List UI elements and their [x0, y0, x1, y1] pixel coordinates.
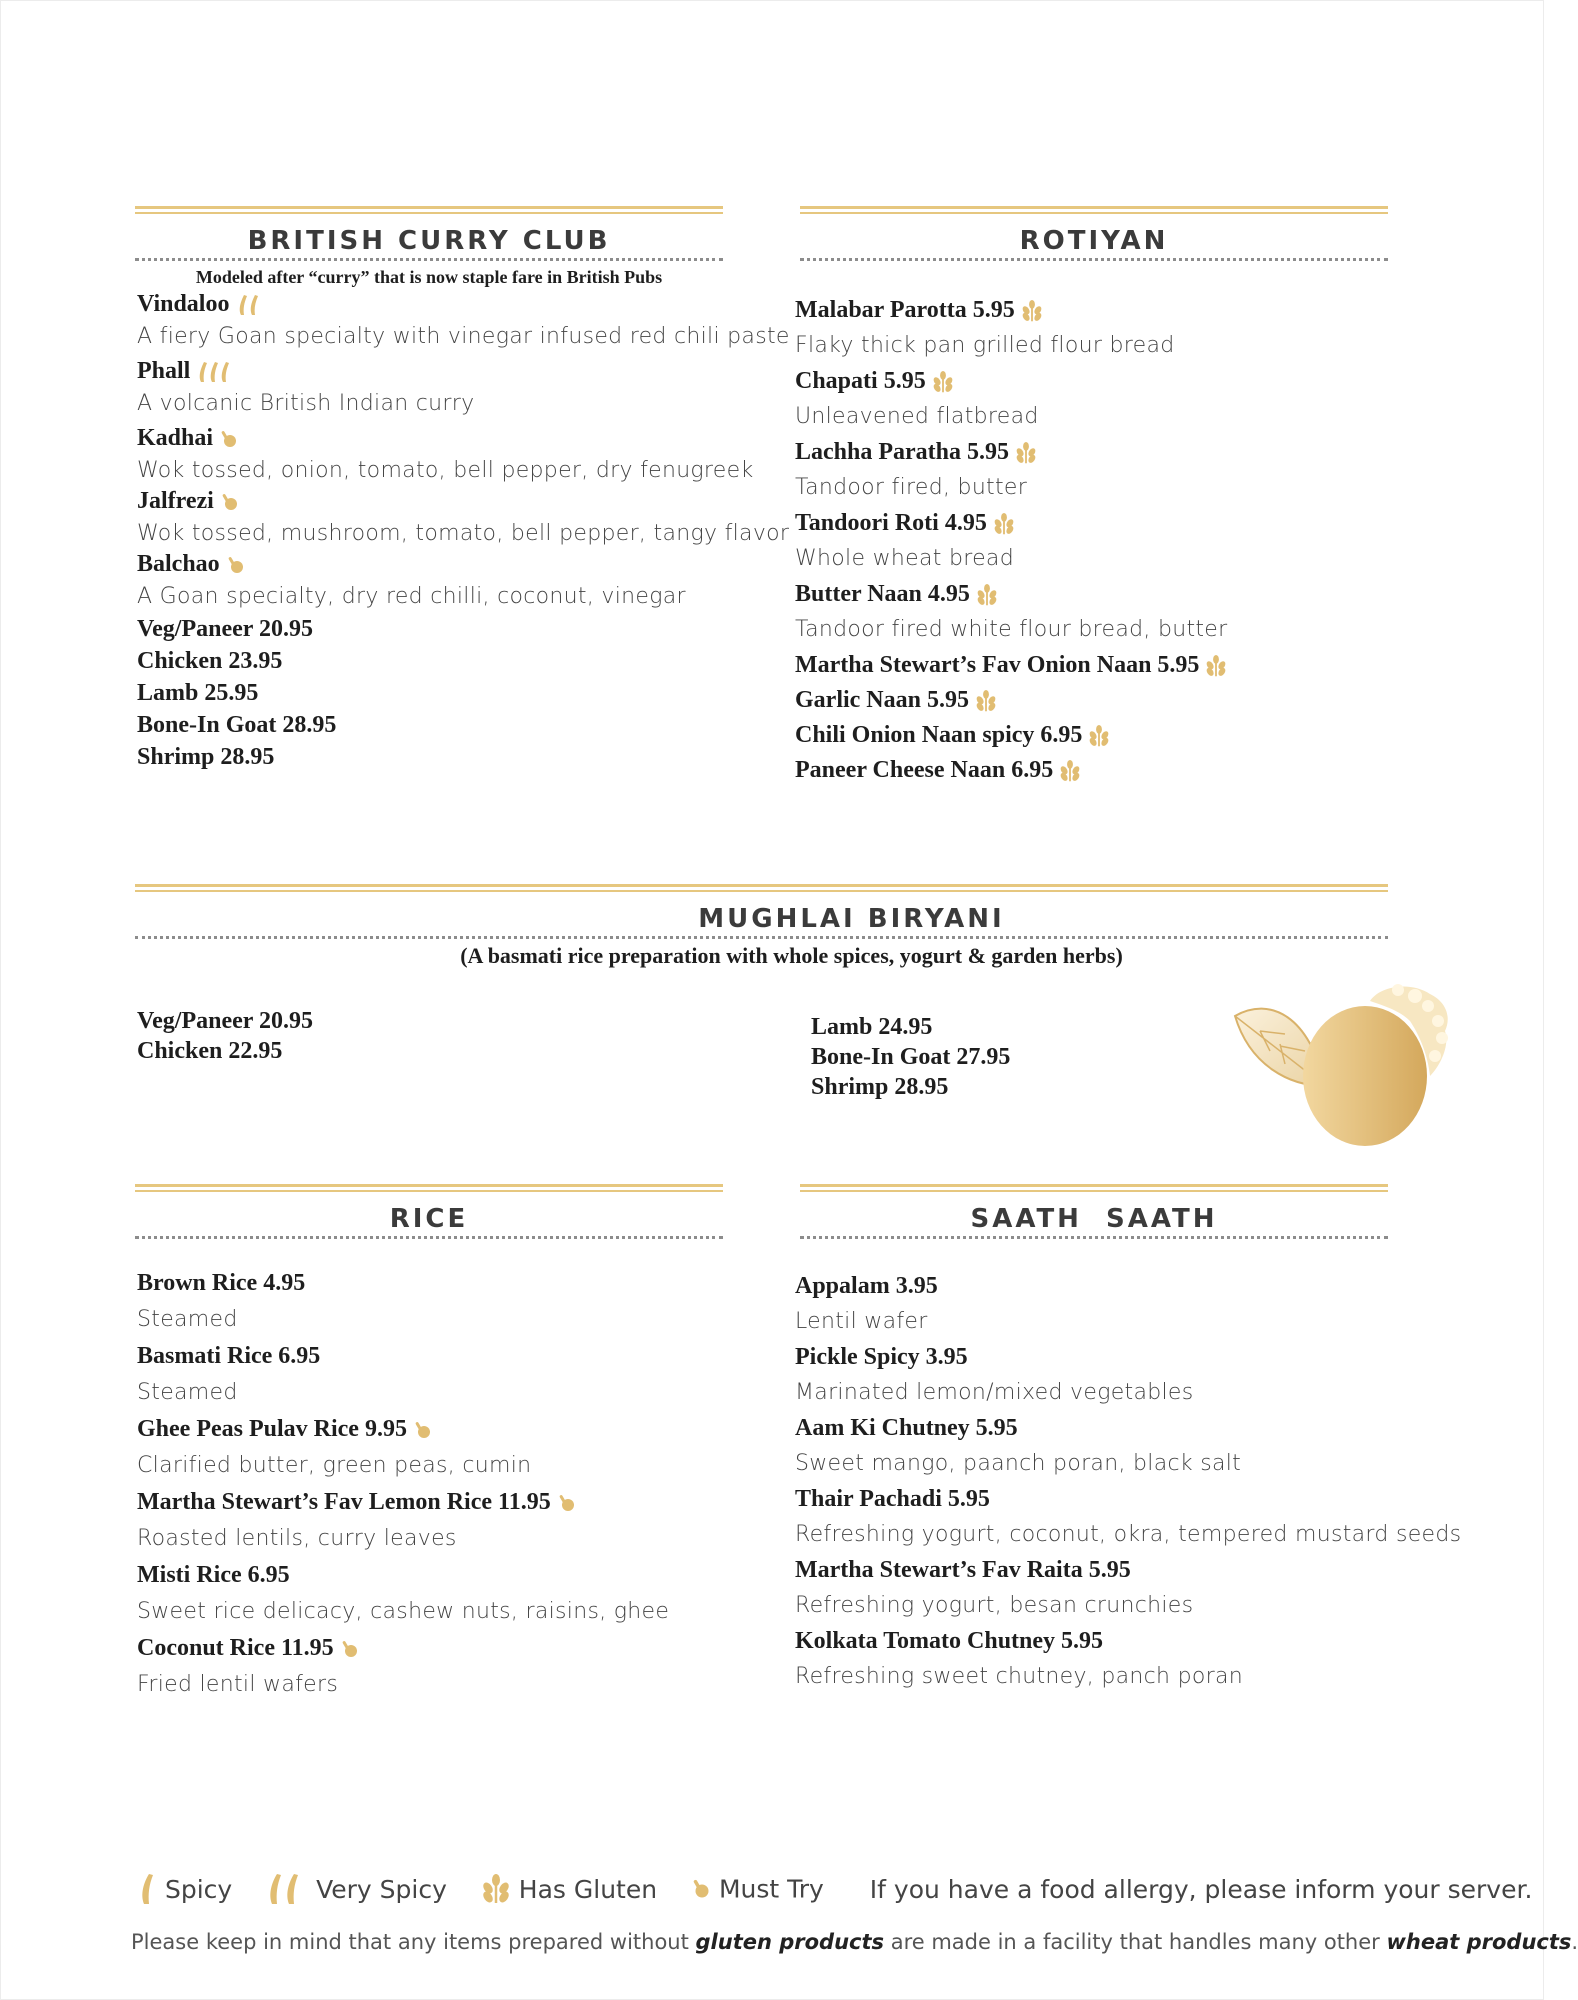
- section-title: BRITISH CURRY CLUB: [247, 226, 611, 256]
- menu-item-label: Lachha Paratha 5.95: [795, 439, 1010, 465]
- menu-item-name: [795, 683, 1388, 718]
- extra-spicy-icon: [196, 360, 234, 384]
- menu-item-label: Malabar Parotta 5.95: [795, 297, 1015, 323]
- biryani-item: Lamb 24.95: [811, 1014, 933, 1040]
- section-title: RICE: [389, 1204, 469, 1234]
- section-subtitle: (A basmati rice preparation with whole spices, yogurt & garden herbs): [460, 943, 1123, 968]
- menu-item-desc: Sweet rice delicacy, cashew nuts, raisins, ghee: [137, 1599, 670, 1624]
- very-spicy-icon: [235, 293, 263, 317]
- dotted-divider: [135, 1236, 723, 1239]
- menu-item-label: Garlic Naan 5.95: [795, 687, 969, 713]
- section-title: MUGHLAI BIRYANI: [698, 904, 1005, 934]
- menu-item-desc: Lentil wafer: [795, 1309, 928, 1334]
- biryani-left-list: [137, 1006, 313, 1066]
- menu-item-label: Ghee Peas Pulav Rice 9.95: [137, 1416, 407, 1442]
- legend-gluten: Has Gluten: [518, 1874, 658, 1904]
- footnote-text: .: [1571, 1930, 1578, 1954]
- menu-item-desc: Marinated lemon/mixed vegetables: [795, 1380, 1194, 1405]
- menu-item-name: [795, 506, 1388, 541]
- menu-item-label: Aam Ki Chutney 5.95: [795, 1415, 1018, 1441]
- menu-item-desc: Refreshing yogurt, besan crunchies: [795, 1593, 1194, 1618]
- menu-item-desc: Refreshing yogurt, coconut, okra, tempered mustard seeds: [795, 1522, 1462, 1547]
- rotiyan-list: [795, 293, 1388, 788]
- menu-item-name: Balchao: [137, 548, 723, 580]
- biryani-pot-illustration: [1230, 976, 1480, 1161]
- menu-item-label: Martha Stewart’s Fav Lemon Rice 11.95: [137, 1489, 551, 1515]
- footnote-emphasis: wheat products: [1386, 1930, 1572, 1954]
- menu-item-name: [137, 1484, 723, 1520]
- menu-item-label: Martha Stewart’s Fav Raita 5.95: [795, 1557, 1131, 1583]
- menu-item-desc: Unleavened flatbread: [795, 404, 1039, 429]
- spicy-icon: [139, 1872, 157, 1906]
- curry-styles-list: [137, 288, 790, 773]
- allergy-notice: If you have a food allergy, please inform your server.: [869, 1874, 1533, 1904]
- footnote-emphasis: gluten products: [695, 1930, 885, 1954]
- dotted-divider: [135, 936, 1388, 939]
- gold-rule: [800, 1184, 1388, 1192]
- menu-item-name: [137, 1557, 723, 1593]
- menu-item-label: Brown Rice 4.95: [137, 1270, 306, 1296]
- must-try-icon: [219, 429, 239, 449]
- dotted-divider: [135, 258, 723, 261]
- biryani-item: Shrimp 28.95: [811, 1074, 949, 1100]
- protein-price: Bone-In Goat 28.95: [137, 712, 337, 738]
- menu-item-name: [137, 1630, 723, 1666]
- biryani-item: Chicken 22.95: [137, 1038, 283, 1064]
- menu-item-label: Martha Stewart’s Fav Onion Naan 5.95: [795, 652, 1200, 678]
- menu-item-name: [795, 1340, 1388, 1375]
- protein-price: Veg/Paneer 20.95: [137, 616, 313, 642]
- gluten-icon: [976, 583, 998, 607]
- very-spicy-icon: [266, 1872, 308, 1906]
- menu-item-name: [795, 293, 1388, 328]
- dotted-divider: [800, 1236, 1388, 1239]
- menu-item-desc: Roasted lentils, curry leaves: [137, 1526, 457, 1551]
- menu-item-name: [137, 1338, 723, 1374]
- legend-spicy: Spicy: [164, 1874, 233, 1904]
- dotted-divider: [800, 258, 1388, 261]
- menu-item-name: [795, 435, 1388, 470]
- gluten-icon: [1059, 759, 1081, 783]
- menu-item-name: [137, 1265, 723, 1301]
- menu-item-label: Paneer Cheese Naan 6.95: [795, 757, 1054, 783]
- gluten-footnote: [131, 1930, 1578, 1954]
- menu-item-desc: A fiery Goan specialty with vinegar infused red chili paste: [137, 324, 790, 349]
- menu-item-label: Coconut Rice 11.95: [137, 1635, 334, 1661]
- protein-price: Lamb 25.95: [137, 680, 259, 706]
- menu-item-desc: Steamed: [137, 1380, 238, 1405]
- saath-saath-section: [795, 1184, 1462, 1695]
- menu-item-desc: Fried lentil wafers: [137, 1672, 339, 1697]
- section-title: SAATH SAATH: [970, 1204, 1218, 1234]
- biryani-item: Bone-In Goat 27.95: [811, 1044, 1011, 1070]
- gluten-icon: [1088, 724, 1110, 748]
- gold-rule: [135, 206, 723, 214]
- must-try-icon: [226, 555, 246, 575]
- menu-item-name: [795, 648, 1388, 683]
- menu-item-name: [795, 1411, 1388, 1446]
- footnote-text: are made in a facility that handles many other: [884, 1930, 1387, 1954]
- british-curry-club-section: [135, 206, 790, 773]
- menu-item-desc: Sweet mango, paanch poran, black salt: [795, 1451, 1242, 1476]
- gluten-icon: [1205, 654, 1227, 678]
- menu-item-label: Thair Pachadi 5.95: [795, 1486, 990, 1512]
- menu-item-name: [795, 364, 1388, 399]
- menu-item-name: [795, 753, 1388, 788]
- menu-item-label: Appalam 3.95: [795, 1273, 938, 1299]
- must-try-icon: [557, 1493, 577, 1513]
- menu-item-label: Chili Onion Naan spicy 6.95: [795, 722, 1083, 748]
- menu-item-label: Chapati 5.95: [795, 368, 926, 394]
- must-try-icon: [220, 492, 240, 512]
- menu-item-desc: Steamed: [137, 1307, 238, 1332]
- menu-item-name: [795, 577, 1388, 612]
- must-try-icon: [340, 1639, 360, 1659]
- gold-rule: [135, 884, 1388, 892]
- menu-item-name: Kadhai: [137, 422, 723, 454]
- section-title: ROTIYAN: [1019, 226, 1169, 256]
- rotiyan-section: [795, 206, 1388, 788]
- section-subtitle: Modeled after “curry” that is now staple fare in British Pubs: [195, 267, 663, 287]
- saath-list: [795, 1269, 1462, 1695]
- gold-rule: [800, 206, 1388, 214]
- must-try-icon: [413, 1420, 433, 1440]
- biryani-section: [135, 884, 1388, 969]
- gluten-icon: [481, 1873, 511, 1905]
- menu-item-desc: A volcanic British Indian curry: [137, 391, 475, 416]
- menu-item-label: Basmati Rice 6.95: [137, 1343, 321, 1369]
- biryani-item: Veg/Paneer 20.95: [137, 1008, 313, 1034]
- gluten-icon: [1021, 299, 1043, 323]
- menu-item-desc: Clarified butter, green peas, cumin: [137, 1453, 532, 1478]
- menu-item-name: Phall: [137, 355, 723, 387]
- menu-item-desc: Flaky thick pan grilled flour bread: [795, 333, 1175, 358]
- rice-section: [135, 1184, 723, 1703]
- protein-price: Chicken 23.95: [137, 648, 283, 674]
- menu-item-name: Jalfrezi: [137, 485, 723, 517]
- menu-item-name: Vindaloo: [137, 288, 723, 320]
- menu-item-name: [795, 1269, 1388, 1304]
- gold-rule: [135, 1184, 723, 1192]
- menu-item-label: Pickle Spicy 3.95: [795, 1344, 968, 1370]
- rice-list: [137, 1265, 723, 1703]
- menu-item-name: [795, 1624, 1388, 1659]
- menu-item-label: Tandoori Roti 4.95: [795, 510, 987, 536]
- gluten-icon: [1015, 441, 1037, 465]
- gluten-icon: [932, 370, 954, 394]
- menu-item-desc: Wok tossed, onion, tomato, bell pepper, dry fenugreek: [137, 458, 754, 483]
- menu-item-label: Misti Rice 6.95: [137, 1562, 290, 1588]
- menu-item-desc: Whole wheat bread: [795, 546, 1014, 571]
- menu-item-desc: Refreshing sweet chutney, panch poran: [795, 1664, 1243, 1689]
- menu-item-label: Butter Naan 4.95: [795, 581, 970, 607]
- menu-item-desc: Tandoor fired white flour bread, butter: [795, 617, 1228, 642]
- legend-very-spicy: Very Spicy: [316, 1874, 447, 1904]
- menu-item-desc: Tandoor fired, butter: [795, 475, 1028, 500]
- menu-item-name: [795, 1482, 1388, 1517]
- biryani-right-list: [811, 1012, 1010, 1102]
- menu-item-name: [795, 1553, 1388, 1588]
- menu-item-name: [137, 1411, 723, 1447]
- legend-must-try: Must Try: [718, 1874, 824, 1904]
- menu-item-label: Kolkata Tomato Chutney 5.95: [795, 1628, 1104, 1654]
- legend: [133, 1872, 1532, 1906]
- gluten-icon: [993, 512, 1015, 536]
- gluten-icon: [975, 689, 997, 713]
- protein-price: Shrimp 28.95: [137, 744, 275, 770]
- menu-item-name: [795, 718, 1388, 753]
- menu-item-desc: A Goan specialty, dry red chilli, coconut, vinegar: [137, 584, 686, 609]
- must-try-icon: [691, 1878, 711, 1900]
- footnote-text: Please keep in mind that any items prepared without: [131, 1930, 696, 1954]
- menu-item-desc: Wok tossed, mushroom, tomato, bell pepper, tangy flavor: [137, 521, 790, 546]
